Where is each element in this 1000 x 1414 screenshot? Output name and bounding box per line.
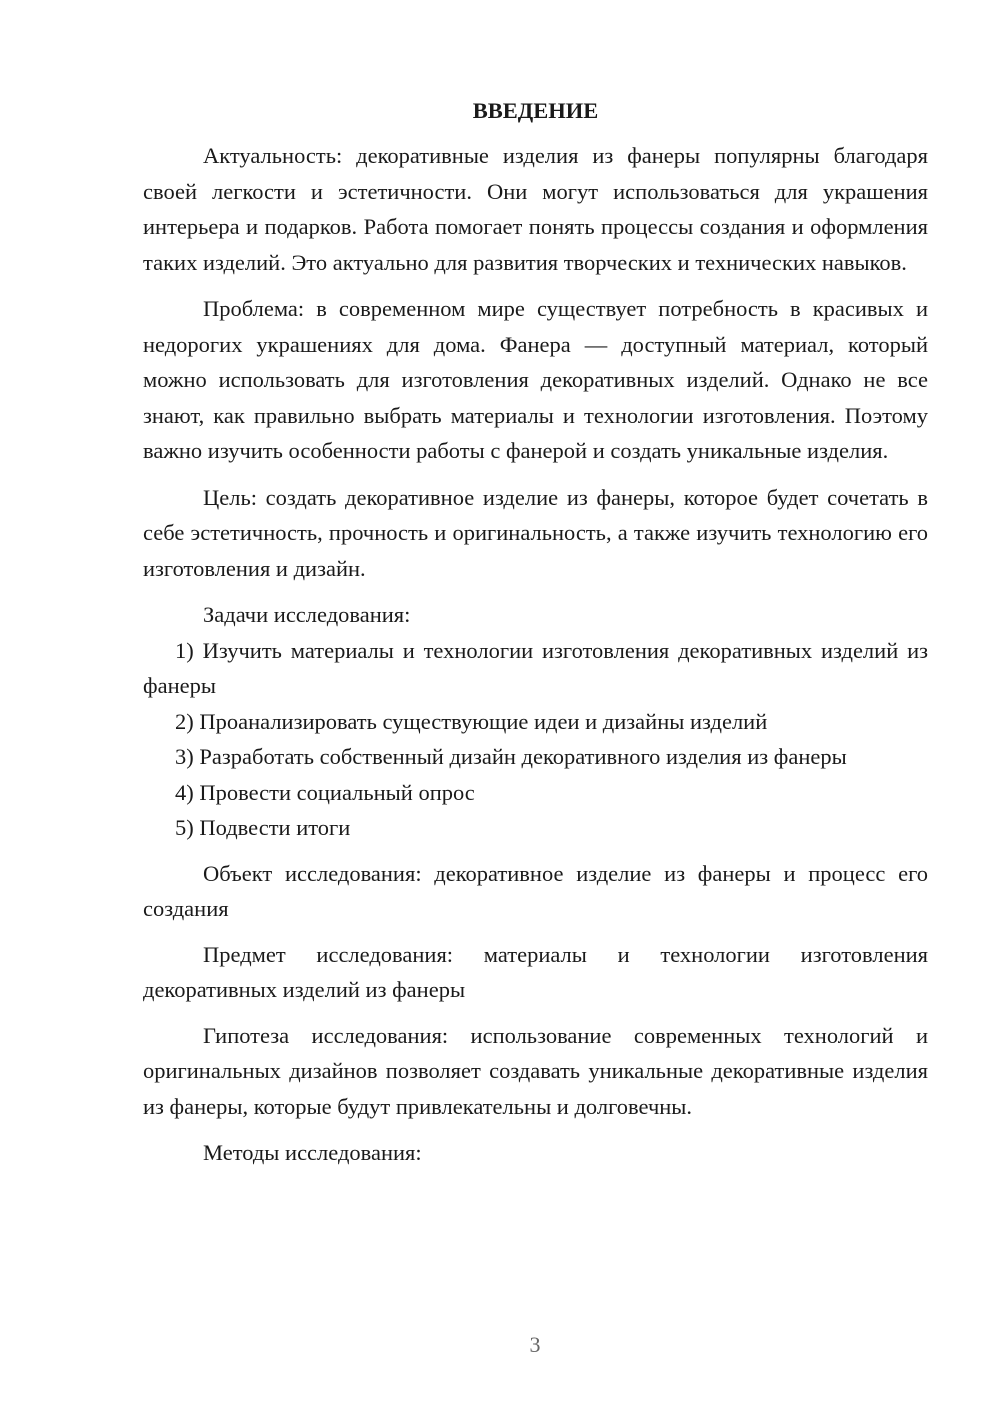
task-item-3: 3) Разработать собственный дизайн декоративного изделия из фанеры: [175, 744, 847, 769]
page-number: 3: [529, 1332, 541, 1357]
document-body: [143, 96, 928, 1171]
task-item-4: 4) Провести социальный опрос: [175, 779, 475, 805]
methods-heading: Методы исследования:: [203, 1140, 422, 1165]
hypothesis-paragraph: Гипотеза исследования: использование современных технологий и оригинальных дизайнов позволяет создавать уникальные декоративные изделия из фанеры, которые будут привлекательны и долговечны.: [143, 1022, 928, 1119]
problem-paragraph: Проблема: в современном мире существует потребность в красивых и недорогих украшениях для дома. Фанера — доступный материал, который можно использовать для изготовления декоративных изделий. Однако не все знают, как правильно выбрать материалы и технологии изготовления. Поэтому важно изучить особенности работы с фанерой и создать уникальные изделия.: [143, 296, 928, 463]
goal-paragraph: Цель: создать декоративное изделие из фанеры, которое будет сочетать в себе эстетичность, прочность и оригинальность, а также изучить технологию его изготовления и дизайн.: [143, 484, 928, 581]
task-item-5: 5) Подвести итоги: [175, 815, 351, 840]
page-title: ВВЕДЕНИЕ: [472, 98, 599, 123]
subject-paragraph: Предмет исследования: материалы и технологии изготовления декоративных изделий из фанеры: [143, 941, 928, 1002]
tasks-heading: Задачи исследования:: [203, 602, 411, 627]
task-item-1: 1) Изучить материалы и технологии изготовления декоративных изделий из фанеры: [143, 637, 928, 698]
object-paragraph: Объект исследования: декоративное изделие из фанеры и процесс его создания: [143, 860, 928, 921]
relevance-paragraph: Актуальность: декоративные изделия из фанеры популярны благодаря своей легкости и эстетичности. Они могут использоваться для украшения интерьера и подарков. Работа помогает понять процессы создания и оформления таких изделий. Это актуально для развития творческих и технических навыков.: [143, 143, 928, 275]
task-item-2: 2) Проанализировать существующие идеи и дизайны изделий: [175, 708, 768, 734]
